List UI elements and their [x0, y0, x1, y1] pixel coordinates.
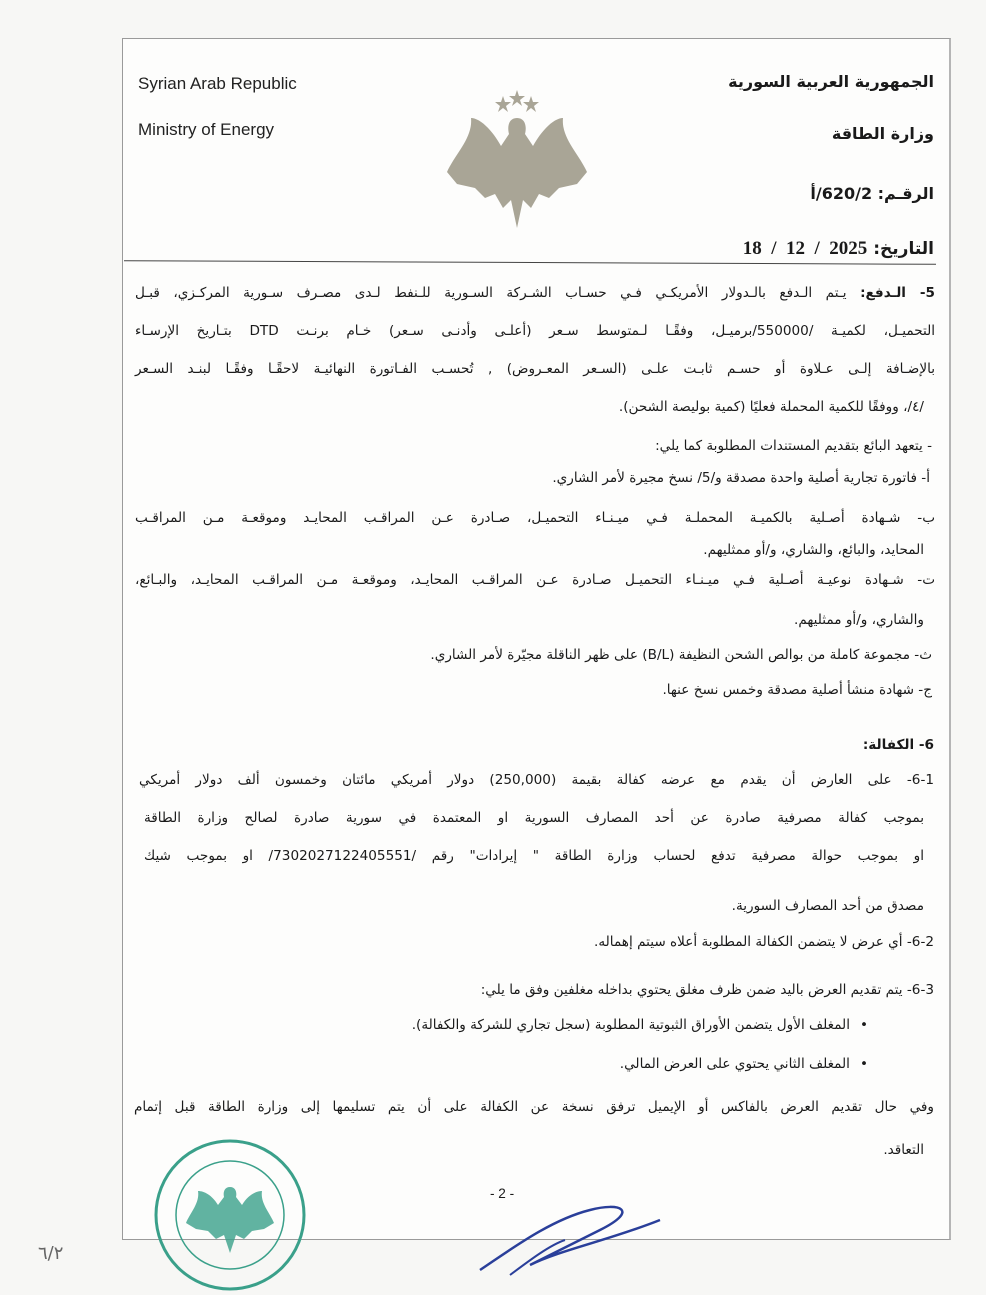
envelope-bullet: •المغلف الأول يتضمن الأوراق الثبوتية المطلوبة (سجل تجاري للشركة والكفالة). [411, 1017, 868, 1033]
reference-label: الرقـم: [877, 184, 934, 203]
guarantee-line: 6-3- يتم تقديم العرض باليد ضمن ظرف مغلق يحتوي بداخله مغلفين وفق ما يلي: [480, 982, 934, 998]
section-5-title: 5- الـدفع: [860, 285, 935, 301]
section-5-line: /٤/، ووفقًا للكمية المحملة فعليًا (كمية بوليصة الشحن). [618, 399, 924, 415]
guarantee-line: او بموجب حوالة مصرفية تدفع لحساب وزارة الطاقة " إيرادات" رقم /7302027122405551/ او بموجب شيك [144, 848, 925, 864]
country-name-ar: الجمهورية العربية السورية [728, 72, 934, 91]
date-label: التاريخ: [873, 239, 934, 259]
document-date [743, 238, 934, 260]
guarantee-line: 6-1- على العارض أن يقدم مع عرضه كفالة بقيمة (250,000) دولار أمريكي مائتان وخمسون ألف دولار أمريكي [139, 772, 934, 788]
section-5-line: 5- الـدفع: يـتم الـدفع بالـدولار الأمريكـي فـي حسـاب الشـركة السـورية للـنفط لـدى مصـرف سـورية المركـزي، قبـل [135, 285, 935, 301]
date-value: 18 / 12 / 2025 [742, 238, 868, 259]
reference-value: 620/2/أ [810, 184, 873, 203]
document-item: أ- فاتورة تجارية أصلية واحدة مصدقة و/5/ نسخ مجيرة لأمر الشاري. [552, 470, 930, 486]
section-6-title: 6- الكفالة: [862, 737, 934, 753]
country-name-en: Syrian Arab Republic [138, 74, 297, 93]
document-item-continued: المحايد، والبائع، والشاري، و/أو ممثليهم. [703, 542, 924, 558]
ministry-name-en: Ministry of Energy [138, 120, 275, 139]
closing-line: التعاقد. [883, 1142, 924, 1158]
signature-icon [470, 1190, 670, 1280]
page-number: - 2 - [490, 1186, 515, 1201]
document-item: ج- شهادة منشأ أصلية مصدقة وخمس نسخ عنها. [662, 682, 932, 698]
document-item-continued: والشاري، و/أو ممثليهم. [794, 612, 924, 628]
document-item: ب- شـهادة أصـلية بالكميـة المحملـة فـي ميـنـاء التحميـل، صـادرة عـن المراقـب المحايـد وموقعـة مـن المراقـب [135, 510, 935, 526]
handwritten-page-number: ٦/٢ [38, 1243, 64, 1264]
bullet-icon: • [859, 1017, 868, 1033]
guarantee-line: مصدق من أحد المصارف السورية. [731, 898, 924, 914]
section-5-line: بالإضـافة إلـى عـلاوة أو حسـم ثابـت علـى (السـعر المعـروض) , تُحسـب الفـاتورة النهائيـة لاحقًـا وفقًـا لبنـد السـعر [135, 361, 935, 377]
envelope-bullet: •المغلف الثاني يحتوي على العرض المالي. [619, 1056, 868, 1072]
closing-line: وفي حال تقديم العرض بالفاكس أو الإيميل ترفق نسخة عن الكفالة على أن يتم تسليمها إلى وزارة الطاقة قبل إتمام [134, 1099, 934, 1115]
document-item: ت- شـهادة نوعيـة أصـلية فـي ميـنـاء التحميـل صـادرة عـن المراقـب المحايـد، وموقعـة مـن المراقـب المحايـد، والبـائع، [135, 572, 935, 588]
ministry-name-ar: وزارة الطاقة [831, 124, 934, 143]
guarantee-line: 6-2- أي عرض لا يتضمن الكفالة المطلوبة أعلاه سيتم إهماله. [594, 934, 934, 950]
bullet-icon: • [859, 1056, 868, 1072]
syrian-eagle-emblem-icon [445, 88, 590, 228]
reference-number [810, 184, 934, 203]
official-stamp-icon [150, 1135, 310, 1295]
guarantee-line: بموجب كفالة مصرفية صادرة عن أحد المصارف السورية او المعتمدة في سورية صادرة لصالح وزارة الطاقة [144, 810, 924, 826]
section-5-line: التحميـل، لكميـة /550000/برميـل، وفقًـا لـمتوسط سـعر (أعلـى وأدنـى سـعر) خـام برنـت DTD بتـاريخ الإرسـاء [135, 323, 935, 339]
documents-intro: - يتعهد البائع بتقديم المستندات المطلوبة كما يلي: [655, 438, 932, 454]
document-item: ث- مجموعة كاملة من بوالص الشحن النظيفة (B/L) على ظهر الناقلة مجيّرة لأمر الشاري. [430, 647, 932, 663]
